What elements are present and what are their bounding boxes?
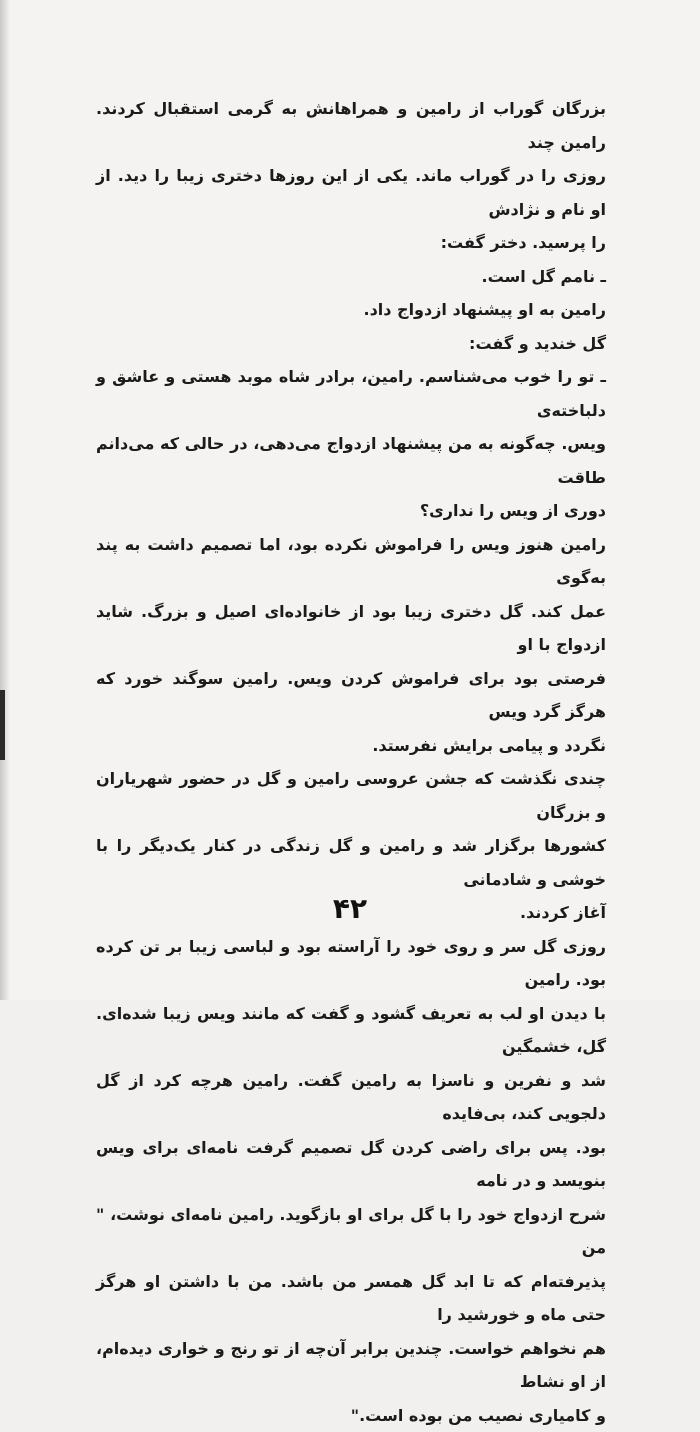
paragraph-8: روزی گل سر و روی خود را آراسته بود و لباسی زیبا بر تن کرده بود. رامین با دیدن او لب به تعریف گشود و گفت که مانند ویس زیبا شده‌ای. گل، خشمگین شد و نفرین و ناسزا به رامین گفت. رامین هرچه کرد از گل دلجویی کند، بی‌فایده بود. پس برای راضی کردن گل تصمیم گرفت نامه‌ای برای ویس بنویسد و در نامه شرح ازدواج خود را با گل برای او بازگوید. رامین نامه‌ای نوشت، " من پذیرفته‌ام که تا ابد گل همسر من باشد. من با داشتن او هرگز حتی ماه و خورشید را هم نخواهم خواست. چندین برابر آن‌چه از تو رنج و خواری دیده‌ام، از او نشاط و کامیاری نصیب من بوده است." <box>96 930 606 1432</box>
page-edge-mark <box>0 690 5 760</box>
paragraph-7: چندی نگذشت که جشن عروسی رامین و گل در حضور شهریاران و بزرگان کشورها برگزار شد و رامین و گل زندگی در کنار یک‌دیگر را با خوشی و شادمانی آغاز کردند. <box>96 762 606 930</box>
paragraph-5: ـ تو را خوب می‌شناسم. رامین، برادر شاه موبد هستی و عاشق و دلباخته‌ی ویس. چه‌گونه به من پیشنهاد ازدواج می‌دهی، در حالی که می‌دانم طاقت دوری از ویس را نداری؟ <box>96 360 606 528</box>
paragraph-6: رامین هنوز ویس را فراموش نکرده بود، اما تصمیم داشت به پند به‌گوی عمل کند. گل دختری زیبا بود از خانواده‌ای اصیل و بزرگ. شاید ازدواج با او فرصتی بود برای فراموش کردن ویس. رامین سوگند خورد که هرگز گرد ویس نگردد و پیامی برایش نفرستد. <box>96 528 606 763</box>
page-number: ۴۲ <box>0 892 700 925</box>
paragraph-2: ـ نامم گل است. <box>96 260 606 294</box>
paragraph-3: رامین به او پیشنهاد ازدواج داد. <box>96 293 606 327</box>
body-text <box>96 92 606 1432</box>
paragraph-1: بزرگان گوراب از رامین و همراهانش به گرمی استقبال کردند. رامین چند روزی را در گوراب ماند. یکی از این روزها دختری زیبا را دید. از او نام و نژادش را پرسید. دختر گفت: <box>96 92 606 260</box>
binding-shadow <box>0 0 10 1000</box>
paragraph-4: گل خندید و گفت: <box>96 327 606 361</box>
